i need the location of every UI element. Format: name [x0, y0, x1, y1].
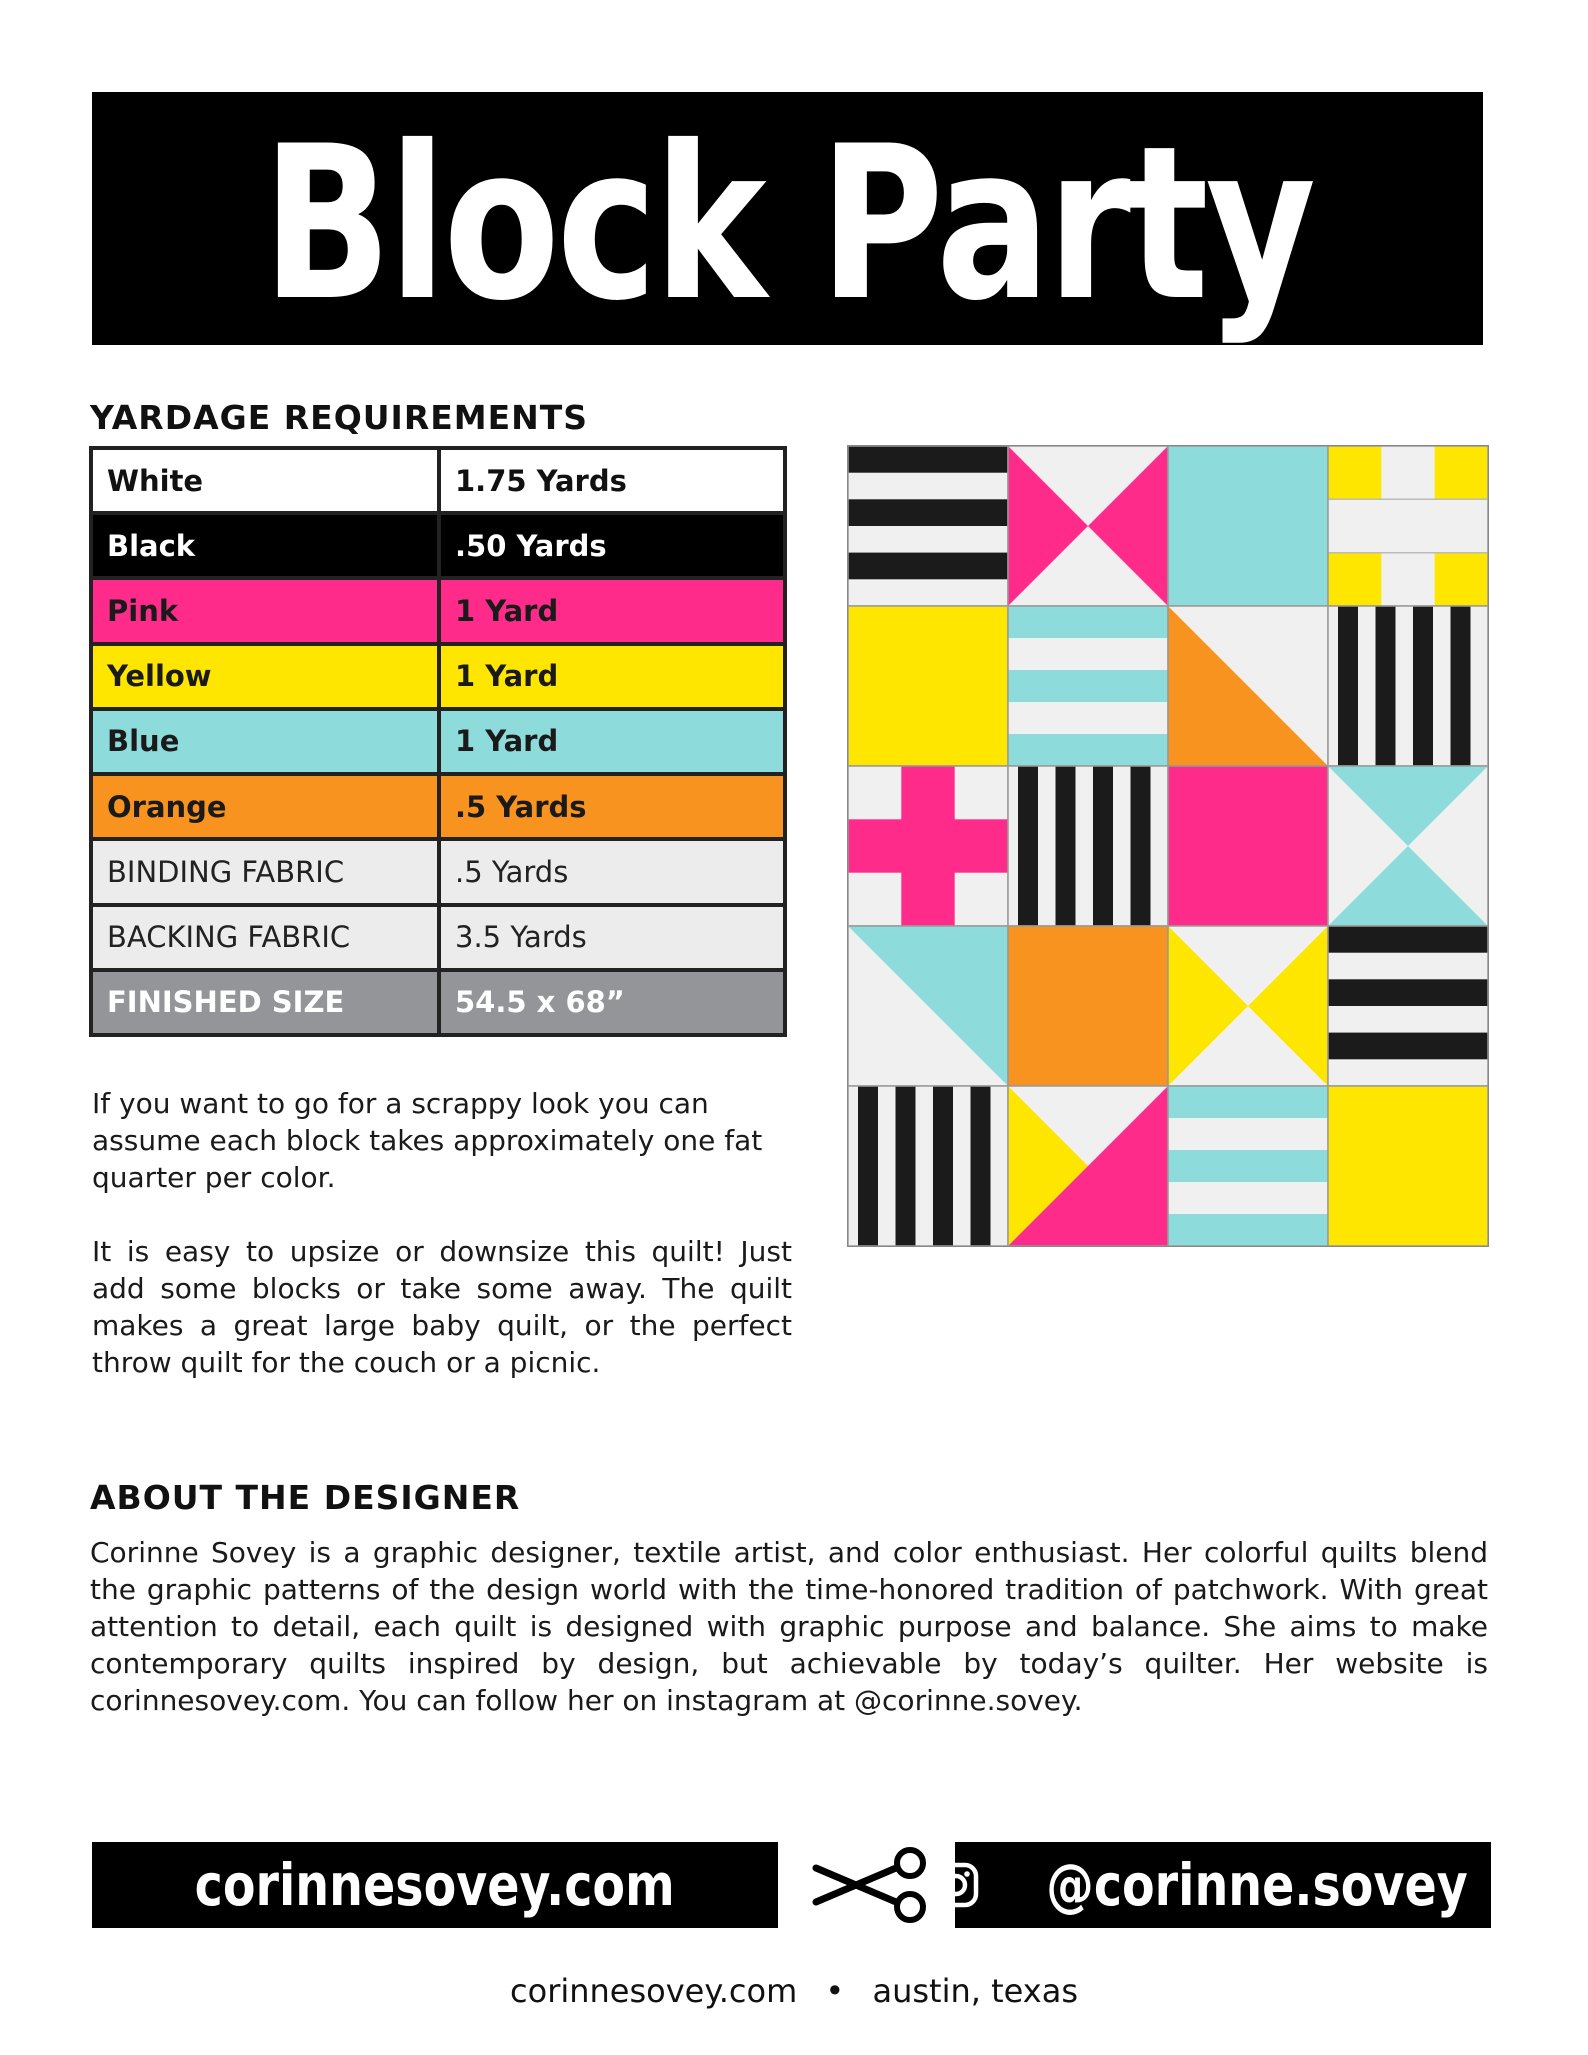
quilt-patch — [1168, 1214, 1328, 1246]
quilt-block — [1328, 1086, 1488, 1246]
yardage-fabric: Orange — [91, 774, 439, 839]
quilt-patch — [1328, 1033, 1488, 1060]
quilt-patch — [1018, 766, 1038, 926]
yardage-row — [91, 578, 785, 643]
yardage-amount: 1 Yard — [439, 644, 785, 709]
quilt-patch — [1338, 606, 1358, 766]
title-banner — [92, 92, 1483, 345]
scrappy-note: If you want to go for a scrappy look you can assume each block takes approximately one fat quarter per color. — [92, 1087, 763, 1194]
quilt-patch — [1056, 766, 1076, 926]
footer-bullet: • — [825, 1972, 845, 2010]
quilt-block — [1168, 766, 1328, 926]
quilt-patch — [1168, 1150, 1328, 1182]
quilt-patch — [1328, 1086, 1488, 1246]
quilt-patch — [1168, 446, 1328, 606]
quilt-patch — [1168, 1086, 1328, 1118]
yardage-fabric: Pink — [91, 578, 439, 643]
resize-note: It is easy to upsize or downsize this quilt! Just add some blocks or take some away. The quilt makes a great large baby quilt, or the perfect throw quilt for the couch or a picnic. — [92, 1235, 792, 1379]
quilt-block — [1168, 446, 1328, 606]
quilt-block — [1168, 926, 1328, 1086]
footer-location: austin, texas — [872, 1972, 1078, 2010]
instagram-banner[interactable] — [955, 1842, 1491, 1928]
yardage-fabric: Black — [91, 513, 439, 578]
quilt-patch — [848, 553, 1008, 580]
yardage-row — [91, 644, 785, 709]
yardage-amount: .5 Yards — [439, 839, 785, 904]
quilt-patch — [1435, 446, 1488, 499]
quilt-patch — [896, 1086, 916, 1246]
instagram-handle[interactable]: @corinne.sovey — [1046, 1851, 1468, 1919]
yardage-row — [91, 905, 785, 970]
yardage-fabric: FINISHED SIZE — [91, 970, 439, 1035]
yardage-heading: YARDAGE REQUIREMENTS — [90, 398, 589, 437]
yardage-amount: 1 Yard — [439, 709, 785, 774]
quilt-block — [848, 446, 1008, 633]
quilt-patch — [971, 1086, 991, 1246]
quilt-block — [1328, 446, 1488, 606]
yardage-fabric: Blue — [91, 709, 439, 774]
yardage-amount: 1.75 Yards — [439, 448, 785, 513]
quilt-block — [1008, 766, 1168, 926]
quilt-patch — [1008, 734, 1168, 766]
quilt-patch — [1328, 553, 1381, 606]
instagram-icon — [955, 1861, 980, 1909]
yardage-row — [91, 513, 785, 578]
yardage-fabric: White — [91, 448, 439, 513]
quilt-patch — [1168, 766, 1328, 926]
yardage-row — [91, 970, 785, 1035]
yardage-fabric: BACKING FABRIC — [91, 905, 439, 970]
quilt-patch — [1093, 766, 1113, 926]
about-heading: ABOUT THE DESIGNER — [90, 1478, 521, 1517]
quilt-patch — [848, 606, 1008, 766]
yardage-amount: 54.5 x 68” — [439, 970, 785, 1035]
quilt-patch — [858, 1086, 878, 1246]
yardage-fabric: BINDING FABRIC — [91, 839, 439, 904]
quilt-block — [1168, 1086, 1328, 1246]
yardage-amount: .5 Yards — [439, 774, 785, 839]
yardage-row — [91, 839, 785, 904]
yardage-table — [89, 446, 787, 1037]
quilt-patch — [1376, 606, 1396, 766]
quilt-patch — [1451, 606, 1471, 766]
yardage-row — [91, 448, 785, 513]
quilt-patch — [848, 819, 1008, 872]
website-banner[interactable] — [92, 1842, 778, 1928]
yardage-fabric: Yellow — [91, 644, 439, 709]
quilt-block — [1008, 606, 1168, 766]
yardage-amount: 3.5 Yards — [439, 905, 785, 970]
quilt-patch — [1328, 979, 1488, 1006]
about-text: Corinne Sovey is a graphic designer, textile artist, and color enthusiast. Her colorful quilts blend the graphic patterns of the design world with the time-honored tradition of patchwork. With great attention to detail, each quilt is designed with graphic purpose and balance. She aims to make contemporary quilts inspired by design, but achievable by today’s quilter. Her website is corinnesovey.com. You can follow her on instagram at @corinne.sovey. — [90, 1536, 1488, 1717]
yardage-amount: 1 Yard — [439, 578, 785, 643]
quilt-patch — [1435, 553, 1488, 606]
website-link[interactable]: corinnesovey.com — [195, 1851, 675, 1919]
footer-website[interactable]: corinnesovey.com — [510, 1972, 798, 2010]
yardage-row — [91, 709, 785, 774]
quilt-block — [848, 926, 1008, 1086]
quilt-block — [1328, 926, 1488, 1113]
quilt-block — [848, 606, 1008, 766]
quilt-block — [848, 1086, 1008, 1246]
quilt-patch — [1131, 766, 1151, 926]
quilt-patch — [848, 446, 1008, 473]
page-title: Block Party — [262, 99, 1313, 347]
quilt-patch — [1008, 926, 1168, 1086]
footer-line — [0, 1972, 1588, 2010]
quilt-patch — [1328, 926, 1488, 953]
scissors-icon — [810, 1846, 930, 1924]
quilt-block — [1008, 926, 1168, 1086]
quilt-patch — [1328, 446, 1381, 499]
quilt-block — [1328, 766, 1488, 926]
quilt-patch — [933, 1086, 953, 1246]
quilt-block — [1328, 606, 1488, 766]
quilt-block — [1008, 1086, 1168, 1246]
quilt-block — [848, 766, 1008, 926]
quilt-block — [1168, 606, 1328, 766]
quilt-patch — [1008, 670, 1168, 702]
yardage-row — [91, 774, 785, 839]
quilt-patch — [848, 499, 1008, 526]
quilt-block — [1008, 446, 1168, 606]
quilt-patch — [1413, 606, 1433, 766]
yardage-amount: .50 Yards — [439, 513, 785, 578]
quilt-patch — [1008, 606, 1168, 638]
quilt-diagram — [847, 445, 1489, 1247]
